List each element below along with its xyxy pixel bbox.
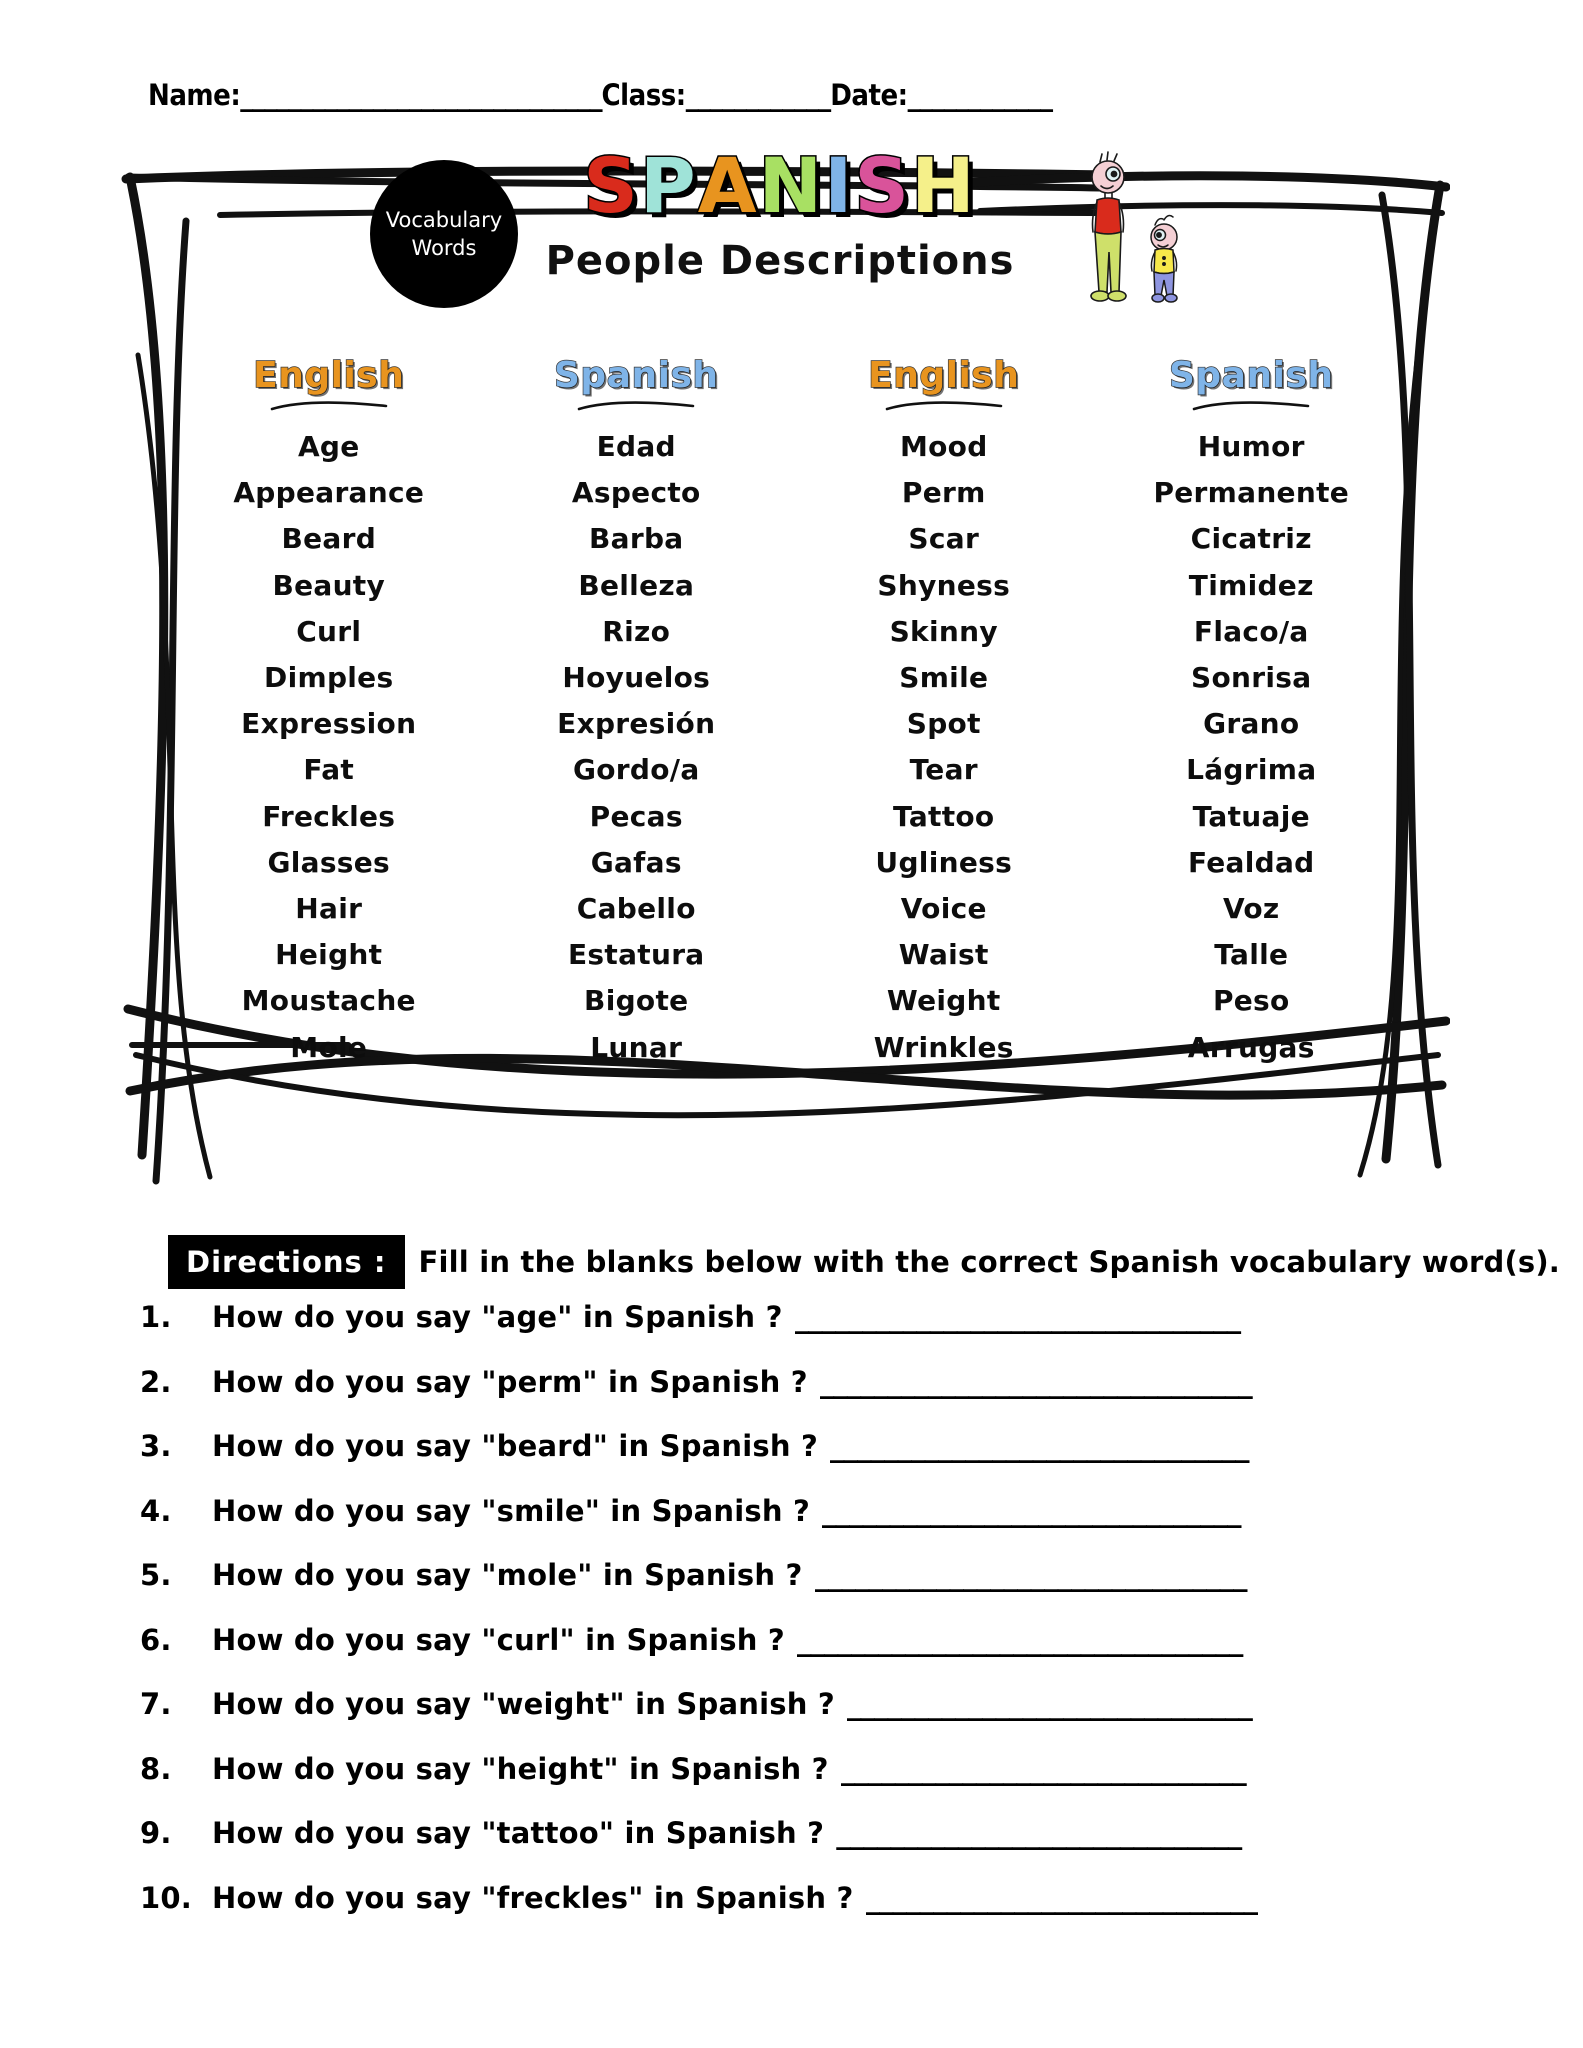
vocab-column-header: Spanish <box>1168 355 1334 396</box>
question-row <box>140 1687 1460 1752</box>
vocab-word: Voz <box>1222 891 1280 925</box>
vocab-word: Talle <box>1214 938 1289 972</box>
vocab-word: Lunar <box>590 1030 683 1064</box>
vocab-word: Hair <box>295 891 363 925</box>
question-number: 4. <box>140 1493 172 1528</box>
class-label: Class: <box>601 78 686 112</box>
vocab-word: Sonrisa <box>1191 661 1312 695</box>
vocab-column-spanish-1 <box>483 355 791 1071</box>
vocab-word: Tatuaje <box>1192 799 1310 833</box>
title-letter-2: A <box>697 141 759 230</box>
name-label: Name: <box>148 78 241 112</box>
question-number: 8. <box>140 1751 172 1786</box>
question-text: How do you say "smile" in Spanish ? <box>212 1493 811 1528</box>
vocabulary-table <box>175 355 1405 1071</box>
vocab-word: Waist <box>898 938 989 972</box>
question-number: 10. <box>140 1880 192 1915</box>
question-row <box>140 1623 1460 1688</box>
vocab-word: Ugliness <box>875 845 1013 879</box>
vocab-word: Spot <box>906 707 981 741</box>
directions-row <box>168 1235 1560 1289</box>
vocab-word: Pecas <box>589 799 683 833</box>
question-row <box>140 1816 1460 1881</box>
answer-blank[interactable]: ______________________________ <box>836 1816 1242 1850</box>
vocab-column-header: English <box>868 355 1020 396</box>
vocab-word: Fealdad <box>1187 845 1315 879</box>
vocab-word: Skinny <box>889 614 998 648</box>
vocab-word: Smile <box>899 661 989 695</box>
vocab-column-header: English <box>253 355 405 396</box>
vocab-word: Grano <box>1203 707 1300 741</box>
vocab-word: Wrinkles <box>873 1030 1014 1064</box>
vocab-word: Weight <box>886 984 1001 1018</box>
question-row <box>140 1365 1460 1430</box>
question-row <box>140 1300 1460 1365</box>
vocab-word: Flaco/a <box>1193 614 1309 648</box>
vocab-word: Rizo <box>602 614 671 648</box>
vocab-word: Lágrima <box>1186 753 1317 787</box>
title-letter-0: S <box>583 141 640 230</box>
title-letter-3: N <box>758 141 825 230</box>
vocab-word: Arrugas <box>1187 1030 1315 1064</box>
answer-blank[interactable]: ______________________________ <box>840 1751 1246 1786</box>
vocab-word: Moustache <box>241 984 416 1018</box>
vocab-column-english-2 <box>790 355 1098 1071</box>
student-info-line <box>148 78 1448 112</box>
question-number: 5. <box>140 1558 172 1592</box>
vocab-word: Voice <box>900 891 987 925</box>
question-number: 1. <box>140 1300 172 1334</box>
answer-blank[interactable]: ______________________________ <box>846 1687 1252 1721</box>
vocab-word: Mood <box>899 430 988 464</box>
vocab-word: Bigote <box>584 984 689 1018</box>
vocab-word: Perm <box>901 476 986 510</box>
badge-line-2: Words <box>411 236 477 260</box>
header-underline-squiggle <box>576 398 696 414</box>
vocab-word: Shyness <box>877 568 1011 602</box>
vocab-word: Tattoo <box>893 799 995 833</box>
vocab-word: Aspecto <box>571 476 701 510</box>
badge-line-1: Vocabulary <box>385 207 503 232</box>
page-title <box>545 141 1015 230</box>
vocab-word: Cicatriz <box>1190 522 1312 556</box>
title-letter-4: I <box>824 141 855 230</box>
question-row <box>140 1429 1460 1494</box>
vocab-word: Edad <box>596 430 676 464</box>
page-subtitle: People Descriptions <box>545 238 1015 284</box>
vocab-word: Glasses <box>267 845 391 879</box>
vocab-word: Freckles <box>262 799 396 833</box>
title-block <box>545 141 1015 284</box>
vocab-word: Gordo/a <box>572 753 700 787</box>
two-cartoon-people-illustration <box>1040 148 1190 313</box>
class-blank[interactable]: ____________ <box>685 78 831 112</box>
title-letter-1: P <box>639 141 698 230</box>
vocab-word: Appearance <box>233 476 425 510</box>
question-number: 9. <box>140 1816 172 1850</box>
vocab-column-english-0 <box>175 355 483 1071</box>
answer-blank[interactable]: _______________________________ <box>822 1493 1241 1528</box>
vocab-word: Beauty <box>272 568 386 602</box>
question-row <box>140 1494 1460 1559</box>
vocab-word: Scar <box>908 522 980 556</box>
name-blank[interactable]: ______________________________ <box>240 78 602 112</box>
question-number: 7. <box>140 1687 172 1721</box>
date-label: Date: <box>830 78 908 112</box>
vocab-word: Permanente <box>1153 476 1350 510</box>
header-underline-squiggle <box>1191 398 1311 414</box>
question-text: How do you say "height" in Spanish ? <box>212 1751 829 1786</box>
question-text: How do you say "beard" in Spanish ? <box>212 1429 819 1463</box>
answer-blank[interactable]: _______________________________ <box>830 1429 1249 1463</box>
question-text: How do you say "mole" in Spanish ? <box>212 1558 803 1592</box>
vocab-column-header: Spanish <box>553 355 719 396</box>
question-row <box>140 1752 1460 1817</box>
title-letter-5: S <box>854 141 912 230</box>
questions-list <box>140 1300 1460 1945</box>
vocab-word: Height <box>275 938 383 972</box>
question-text: How do you say "weight" in Spanish ? <box>212 1687 835 1721</box>
question-text: How do you say "tattoo" in Spanish ? <box>212 1816 825 1850</box>
answer-blank[interactable]: _________________________________ <box>794 1300 1241 1334</box>
vocab-word: Humor <box>1197 430 1305 464</box>
vocab-word: Timidez <box>1188 568 1314 602</box>
header-underline-squiggle <box>269 398 389 414</box>
vocab-word: Tear <box>909 753 978 787</box>
directions-badge: Directions : <box>168 1235 405 1289</box>
answer-blank[interactable]: _________________________________ <box>796 1622 1243 1657</box>
answer-blank[interactable]: ________________________________ <box>819 1364 1252 1399</box>
vocab-word: Expression <box>241 707 417 741</box>
question-text: How do you say "freckles" in Spanish ? <box>212 1880 854 1915</box>
vocabulary-words-badge <box>370 160 518 308</box>
vocab-word: Dimples <box>264 661 394 695</box>
title-letter-6: H <box>911 141 977 230</box>
vocab-word: Estatura <box>568 938 705 972</box>
vocab-word: Peso <box>1212 984 1290 1018</box>
vocab-word: Expresión <box>557 707 716 741</box>
vocab-column-spanish-3 <box>1098 355 1406 1071</box>
vocab-word: Hoyuelos <box>562 661 711 695</box>
vocab-word: Beard <box>281 522 377 556</box>
vocab-word: Curl <box>296 614 362 648</box>
question-text: How do you say "perm" in Spanish ? <box>212 1364 808 1399</box>
question-row <box>140 1881 1460 1946</box>
vocab-word: Age <box>297 430 360 464</box>
date-blank[interactable]: ____________ <box>907 78 1053 112</box>
vocab-word: Gafas <box>590 845 682 879</box>
header-underline-squiggle <box>884 398 1004 414</box>
question-number: 2. <box>140 1364 172 1399</box>
vocab-word: Belleza <box>578 568 695 602</box>
vocab-word: Cabello <box>576 891 696 925</box>
worksheet-header <box>0 140 1583 320</box>
question-number: 3. <box>140 1429 172 1463</box>
directions-text: Fill in the blanks below with the correct Spanish vocabulary word(s). <box>418 1245 1561 1279</box>
question-text: How do you say "age" in Spanish ? <box>212 1300 783 1334</box>
vocab-word: Fat <box>303 753 355 787</box>
vocab-word: Mole <box>290 1030 368 1064</box>
question-text: How do you say "curl" in Spanish ? <box>212 1622 785 1657</box>
question-number: 6. <box>140 1622 172 1657</box>
answer-blank[interactable]: _____________________________ <box>865 1880 1258 1915</box>
answer-blank[interactable]: ________________________________ <box>814 1558 1247 1592</box>
vocab-word: Barba <box>589 522 684 556</box>
question-row <box>140 1558 1460 1623</box>
